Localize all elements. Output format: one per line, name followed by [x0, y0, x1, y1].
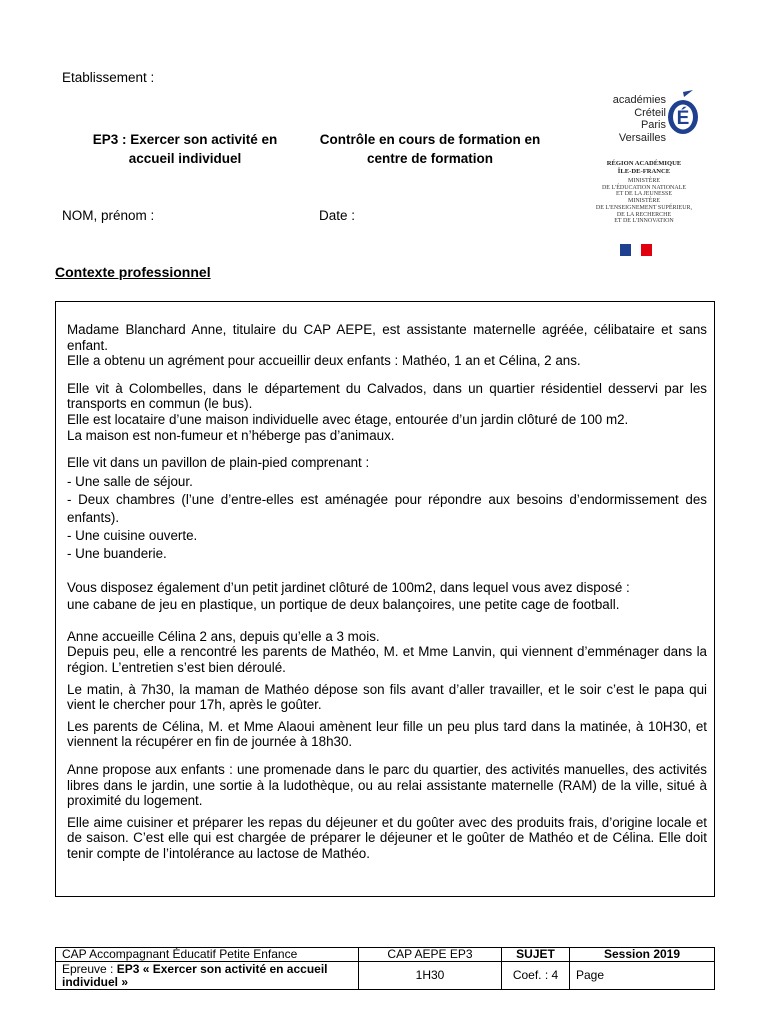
epreuve-title: EP3 : Exercer son activité en accueil individuel	[92, 132, 278, 166]
context-paragraph: Elle aime cuisiner et préparer les repas du déjeuner et du goûter avec des produits frais, d’origine locale et de saison. C’est elle qui est chargée de préparer le déjeuner et le goûter de Mathéo et de Célina. Elle doit tenir compte de l’intolérance au lactose de Mathéo.	[67, 814, 707, 861]
footer-code: CAP AEPE EP3	[359, 948, 502, 962]
context-paragraph: Anne accueille Célina 2 ans, depuis qu’elle a 3 mois.	[67, 628, 380, 644]
list-item: - Une buanderie.	[67, 545, 167, 561]
academie-logo	[582, 74, 706, 270]
footer-page: Page	[570, 962, 715, 990]
etablissement-label: Etablissement :	[62, 70, 155, 85]
controle-title: Contrôle en cours de formation en centre de formation	[319, 132, 541, 166]
context-paragraph: Madame Blanchard Anne, titulaire du CAP AEPE, est assistante maternelle agréée, célibataire et sans enfant.	[67, 322, 707, 353]
context-paragraph: Elle a obtenu un agrément pour accueillir deux enfants : Mathéo, 1 an et Célina, 2 ans.	[67, 353, 581, 369]
french-flag-icon	[620, 244, 652, 256]
date-label: Date :	[319, 208, 356, 223]
academies-text: académies Créteil Paris Versailles	[612, 94, 666, 144]
footer-epreuve: Epreuve : EP3 « Exercer son activité en accueil individuel »	[56, 962, 359, 990]
list-item: - Deux chambres (l’une d’entre-elles est aménagée pour répondre aux besoins d’endormissement des enfants).	[67, 491, 707, 525]
context-paragraph: Elle vit dans un pavillon de plain-pied comprenant :	[67, 455, 370, 471]
footer-session: Session 2019	[570, 948, 715, 962]
context-paragraph: Vous disposez également d’un petit jardinet clôturé de 100m2, dans lequel vous avez disposé :	[67, 579, 630, 595]
footer-coef: Coef. : 4	[502, 962, 570, 990]
context-paragraph: La maison est non-fumeur et n’héberge pas d’animaux.	[67, 427, 395, 443]
footer-sujet: SUJET	[502, 948, 570, 962]
context-paragraph: une cabane de jeu en plastique, un portique de deux balançoires, une petite cage de football.	[67, 596, 620, 612]
region-text: RÉGION ACADÉMIQUE ÎLE-DE-FRANCE	[606, 160, 682, 175]
svg-text:É: É	[676, 108, 690, 129]
list-item: - Une cuisine ouverte.	[67, 527, 198, 543]
ministere-text: MINISTÈRE DE L'ÉDUCATION NATIONALE ET DE LA JEUNESSE MINISTÈRE DE L'ENSEIGNEMENT SUPÉRIEUR, DE LA RECHERCHE ET DE L'INNOVATION	[595, 178, 693, 225]
context-paragraph: Elle vit à Colombelles, dans le département du Calvados, dans un quartier résidentiel desservi par les transports en commun (le bus).	[67, 380, 707, 412]
footer-duree: 1H30	[359, 962, 502, 990]
context-paragraph: Anne propose aux enfants : une promenade dans le parc du quartier, des activités manuelles, des activités libres dans le jardin, une sortie à la ludothèque, ou au relai assistante maternelle (RAM) de la ville, situé à proximité du logement.	[67, 761, 707, 809]
context-box	[55, 301, 715, 897]
footer-cap: CAP Accompagnant Éducatif Petite Enfance	[56, 948, 359, 962]
context-paragraph: Le matin, à 7h30, la maman de Mathéo dépose son fils avant d’aller travailler, et le soir c’est le papa qui vient le chercher pour 17h, après le goûter.	[67, 681, 707, 713]
nom-label: NOM, prénom :	[62, 208, 155, 223]
context-paragraph: Les parents de Célina, M. et Mme Alaoui amènent leur fille un peu plus tard dans la matinée, à 10H30, et viennent la récupérer en fin de journée à 18h30.	[67, 718, 707, 750]
footer-table	[55, 947, 715, 990]
list-item: - Une salle de séjour.	[67, 473, 193, 489]
context-paragraph: Depuis peu, elle a rencontré les parents de Mathéo, M. et Mme Lanvin, qui viennent d’emménager dans la région. L’entretien s’est bien déroulé.	[67, 644, 707, 675]
academie-e-icon	[666, 90, 700, 136]
context-title: Contexte professionnel	[55, 264, 211, 280]
context-paragraph: Elle est locataire d’une maison individuelle avec étage, entourée d’un jardin clôturé de 100 m2.	[67, 411, 629, 427]
